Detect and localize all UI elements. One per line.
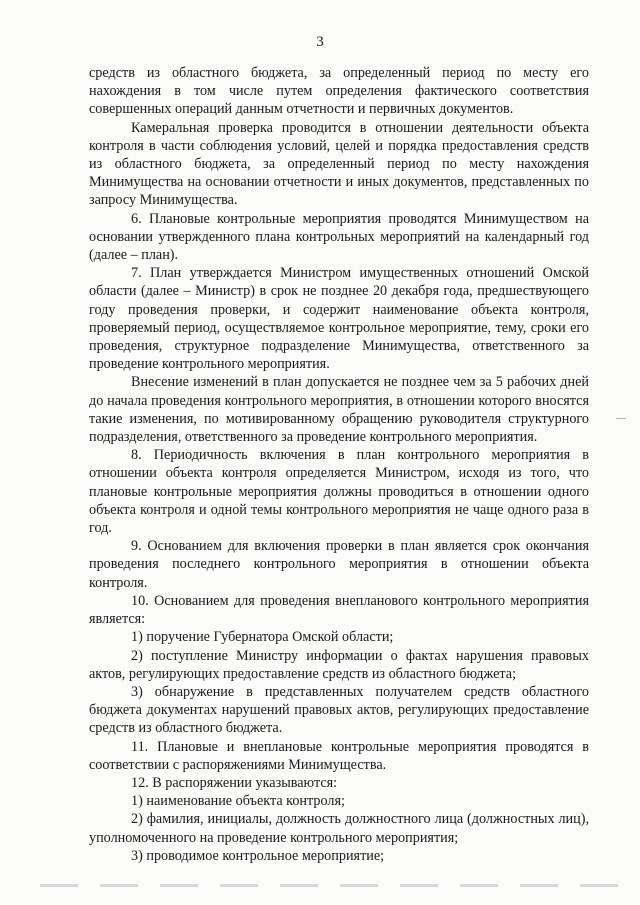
paragraph-continuation: средств из областного бюджета, за определенный период по месту его нахождения в том числе путем определения фактического соответствия совершенных операций данным отчетности и первичных документов. — [89, 65, 589, 118]
scan-footer-artifact — [40, 884, 620, 887]
list-item-10-3: 3) обнаружение в представленных получателем средств областного бюджета документах нарушений правовых актов, регулирующих предоставление средств из областного бюджета. — [89, 683, 589, 737]
paragraph-8: 8. Периодичность включения в план контрольного мероприятия в отношении объекта контроля определяется Министром, исходя из того, что плановые контрольные мероприятия должны проводиться в отношении одного объекта контроля и одной темы контрольного мероприятия не чаще одного раза в год. — [89, 447, 589, 537]
page-number: 3 — [316, 34, 324, 50]
paragraph-12: 12. В распоряжении указываются: — [131, 774, 338, 791]
paragraph-6: 6. Плановые контрольные мероприятия проводятся Минимуществом на основании утвержденного плана контрольных мероприятий на календарный год (далее – план). — [89, 210, 589, 264]
list-item-12-3: 3) проводимое контрольное мероприятие; — [131, 847, 385, 864]
list-item-10-1: 1) поручение Губернатора Омской области; — [131, 629, 394, 646]
list-item-10-2: 2) поступление Министру информации о фактах нарушения правовых актов, регулирующих предоставление средств из областного бюджета; — [89, 647, 589, 682]
paragraph-7: 7. План утверждается Министром имущественных отношений Омской области (далее – Министр) в срок не позднее 20 декабря года, предшествующего году проведения проверки, и содержит наименование объекта контроля, проверяемый период, осуществляемое контрольное мероприятие, тему, сроки его проведения, структурное подразделение Минимущества, ответственного за проведение контрольного мероприятия. — [89, 265, 589, 373]
paragraph-11: 11. Плановые и внеплановые контрольные мероприятия проводятся в соответствии с распоряжениями Минимущества. — [89, 738, 589, 773]
scan-mark — [616, 418, 626, 419]
paragraph-10: 10. Основанием для проведения внепланового контрольного мероприятия является: — [89, 592, 589, 628]
paragraph-desk-audit: Камеральная проверка проводится в отношении деятельности объекта контроля в части соблюдения условий, целей и порядка предоставления средств из областного бюджета, за определенный период по месту нахождения Минимущества на основании отчетности и иных документов, представленных по запросу Минимущества. — [89, 119, 589, 209]
paragraph-9: 9. Основанием для включения проверки в план является срок окончания проведения последнего контрольного мероприятия в отношении объекта контроля. — [89, 538, 589, 591]
list-item-12-2: 2) фамилия, инициалы, должность должностного лица (должностных лиц), уполномоченного на проведение контрольного мероприятия; — [89, 811, 589, 846]
list-item-12-1: 1) наименование объекта контроля; — [131, 793, 345, 810]
document-body — [89, 64, 589, 865]
paragraph-7-changes: Внесение изменений в план допускается не позднее чем за 5 рабочих дней до начала проведения контрольного мероприятия, в отношении которого вносятся такие изменения, по мотивированному обращению руководителя структурного подразделения, ответственного за проведение контрольного мероприятия. — [89, 374, 589, 446]
